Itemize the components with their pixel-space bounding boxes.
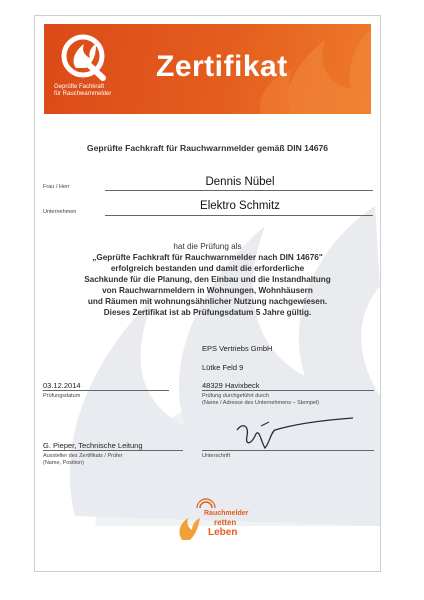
body-line: von Rauchwarnmeldern in Wohnungen, Wohnhäusern xyxy=(102,286,313,295)
logo-line-1: Rauchmelder xyxy=(204,510,249,517)
q-logo-icon xyxy=(56,32,114,82)
person-name: Dennis Nübel xyxy=(205,176,275,188)
brand-line-2: für Rauchwarnmelder xyxy=(54,91,112,97)
person-label: Frau / Herr xyxy=(43,184,70,190)
certificate-body xyxy=(35,241,380,318)
examiner-street: Lütke Feld 9 xyxy=(202,363,244,372)
exam-date: 03.12.2014 xyxy=(43,381,81,390)
body-line: „Geprüfte Fachkraft für Rauchwarnmelder nach DIN 14676" xyxy=(92,253,323,262)
logo-line-3: Leben xyxy=(208,527,238,538)
issuer-line xyxy=(43,450,183,451)
signature-line xyxy=(202,450,374,451)
date-line xyxy=(43,390,169,391)
page-title: Zertifikat xyxy=(156,50,288,83)
logo-line-2: retten xyxy=(214,518,237,527)
body-line: hat die Prüfung als xyxy=(173,242,242,251)
conducted-label-1: Prüfung durchgeführt durch xyxy=(202,393,269,399)
company-line xyxy=(105,215,373,216)
brand-line-1: Geprüfte Fachkraft xyxy=(54,84,105,90)
company-label: Unternehmen xyxy=(43,209,77,215)
body-line: Dieses Zertifikat ist ab Prüfungsdatum 5 Jahre gültig. xyxy=(103,308,312,317)
body-line: erfolgreich bestanden und damit die erforderliche xyxy=(110,264,305,273)
exam-date-label: Prüfungsdatum xyxy=(43,393,81,399)
issuer-label-1: Aussteller des Zertifikats / Prüfer xyxy=(43,453,123,459)
body-line: Sachkunde für die Planung, den Einbau und die Instandhaltung xyxy=(84,275,331,284)
issuer-label-2: (Name, Position) xyxy=(43,460,84,466)
certificate-page xyxy=(34,15,381,572)
certificate-heading: Geprüfte Fachkraft für Rauchwarnmelder gemäß DIN 14676 xyxy=(86,143,329,153)
examiner-line xyxy=(202,390,374,391)
brand-text xyxy=(54,84,111,98)
rauchmelder-logo xyxy=(170,498,250,548)
header-banner xyxy=(44,24,371,114)
conducted-label-2: (Name / Adresse des Unternehmens – Stempel) xyxy=(202,400,320,406)
examiner-company: EPS Vertriebs GmbH xyxy=(202,344,273,353)
signature-label: Unterschrift xyxy=(202,453,231,459)
body-line: und Räumen mit wohnungsähnlicher Nutzung nachgewiesen. xyxy=(87,297,328,306)
issuer-name: G. Pieper, Technische Leitung xyxy=(43,441,143,450)
person-line xyxy=(105,190,373,191)
company-name: Elektro Schmitz xyxy=(200,200,280,212)
signature-icon xyxy=(235,414,355,454)
examiner-city: 48329 Havixbeck xyxy=(202,381,260,390)
smoke-alarm-logo-icon xyxy=(170,498,250,548)
